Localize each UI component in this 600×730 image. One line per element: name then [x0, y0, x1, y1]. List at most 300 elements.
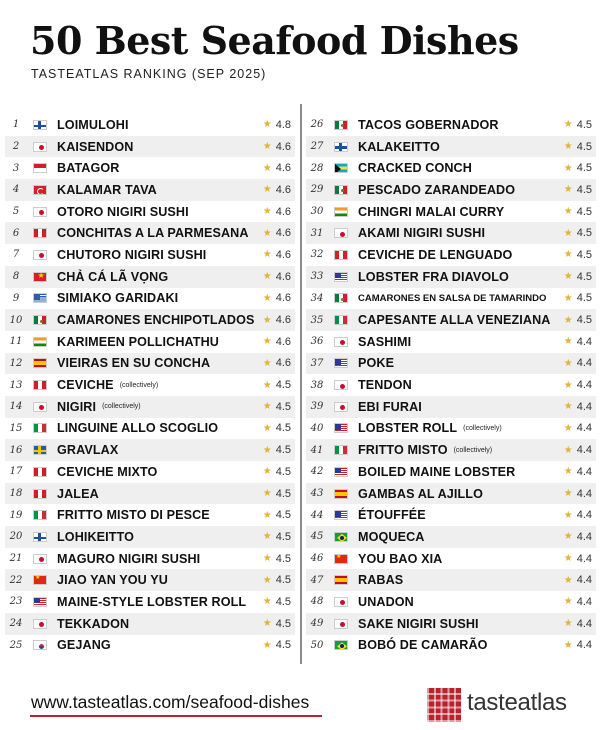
- list-item[interactable]: [5, 504, 295, 526]
- star-icon: ★: [563, 466, 573, 478]
- usa-flag-icon: [33, 597, 47, 607]
- rating: [564, 179, 592, 201]
- rating: [564, 439, 592, 461]
- japan-flag-icon: [334, 380, 348, 390]
- rating: [564, 591, 592, 613]
- indonesia-flag-icon: [33, 163, 47, 173]
- dish-name: TEKKADON: [57, 616, 130, 631]
- rating: [564, 309, 592, 331]
- dish-note: (collectively): [463, 424, 502, 432]
- japan-flag-icon: [33, 142, 47, 152]
- dish-name: FRITTO MISTO DI PESCE: [57, 508, 210, 523]
- rating: [564, 331, 592, 353]
- dish-name: CEVICHE: [57, 378, 114, 393]
- usa-flag-icon: [334, 510, 348, 520]
- list-item[interactable]: [5, 179, 295, 201]
- list-item[interactable]: [306, 569, 596, 591]
- rating-value: 4.4: [576, 617, 592, 630]
- dish-note: (collectively): [102, 403, 141, 411]
- china-flag-icon: [33, 575, 47, 585]
- list-item[interactable]: [5, 461, 295, 483]
- mexico-flag-icon: [334, 293, 348, 303]
- rank-number: 6: [12, 227, 20, 239]
- rating-value: 4.5: [275, 639, 291, 652]
- dish-name: KALAMAR TAVA: [57, 182, 157, 197]
- japan-flag-icon: [33, 207, 47, 217]
- rating: [564, 136, 592, 158]
- rating-value: 4.4: [576, 639, 592, 652]
- star-icon: ★: [262, 206, 272, 218]
- star-icon: ★: [563, 509, 573, 521]
- star-icon: ★: [563, 379, 573, 391]
- rating: [564, 526, 592, 548]
- rank-number: 14: [9, 401, 23, 413]
- rating: [263, 439, 291, 461]
- star-icon: ★: [563, 249, 573, 261]
- column-divider: [300, 104, 302, 664]
- dish-name: RABAS: [358, 573, 404, 588]
- rating: [564, 504, 592, 526]
- rank-number: 49: [310, 618, 324, 630]
- dish-name: CAMARONES ENCHIPOTLADOS: [57, 313, 255, 328]
- rating-value: 4.5: [275, 574, 291, 587]
- list-item[interactable]: [5, 244, 295, 266]
- rating-value: 4.4: [576, 400, 592, 413]
- rank-number: 30: [310, 206, 324, 218]
- rating: [263, 526, 291, 548]
- rating: [263, 418, 291, 440]
- rating: [263, 396, 291, 418]
- dish-name: AKAMI NIGIRI SUSHI: [358, 226, 486, 241]
- usa-flag-icon: [334, 272, 348, 282]
- star-icon: ★: [563, 227, 573, 239]
- list-item[interactable]: [306, 396, 596, 418]
- japan-flag-icon: [334, 597, 348, 607]
- rating-value: 4.5: [275, 465, 291, 478]
- china-flag-icon: [334, 554, 348, 564]
- star-icon: ★: [563, 422, 573, 434]
- rating-value: 4.6: [275, 292, 291, 305]
- rating: [263, 483, 291, 505]
- list-item[interactable]: [5, 288, 295, 310]
- dish-name: CAMARONES EN SALSA DE TAMARINDO: [358, 292, 547, 304]
- footer-url-link[interactable]: www.tasteatlas.com/seafood-dishes: [31, 692, 310, 712]
- usa-flag-icon: [334, 467, 348, 477]
- rating-value: 4.4: [576, 595, 592, 608]
- tasteatlas-logo-icon: [427, 688, 461, 722]
- rating: [263, 114, 291, 136]
- star-icon: ★: [563, 618, 573, 630]
- dish-name: CONCHITAS A LA PARMESANA: [57, 226, 249, 241]
- rating-value: 4.5: [576, 314, 592, 327]
- dish-name: VIEIRAS EN SU CONCHA: [57, 356, 211, 371]
- spain-flag-icon: [33, 358, 47, 368]
- star-icon: ★: [262, 466, 272, 478]
- rank-number: 46: [310, 553, 324, 565]
- rank-number: 13: [9, 379, 23, 391]
- list-item[interactable]: [5, 309, 295, 331]
- italy-flag-icon: [334, 445, 348, 455]
- rating: [263, 136, 291, 158]
- finland-flag-icon: [33, 120, 47, 130]
- list-item[interactable]: [306, 244, 596, 266]
- star-icon: ★: [563, 357, 573, 369]
- dish-name: OTORO NIGIRI SUSHI: [57, 204, 189, 219]
- rating-value: 4.5: [275, 487, 291, 500]
- rank-number: 15: [9, 422, 23, 434]
- list-item[interactable]: [306, 114, 596, 136]
- turkey-flag-icon: [33, 185, 47, 195]
- rating-value: 4.5: [576, 292, 592, 305]
- list-item[interactable]: [306, 483, 596, 505]
- rating: [564, 374, 592, 396]
- rating: [263, 309, 291, 331]
- list-item[interactable]: [306, 635, 596, 657]
- dish-name: LOBSTER FRA DIAVOLO: [358, 269, 509, 284]
- dish-name: CAPESANTE ALLA VENEZIANA: [358, 313, 551, 328]
- star-icon: ★: [262, 618, 272, 630]
- rating: [564, 396, 592, 418]
- rating-value: 4.5: [275, 617, 291, 630]
- rank-number: 27: [310, 141, 324, 153]
- dish-name: MOQUECA: [358, 529, 425, 544]
- star-icon: ★: [262, 379, 272, 391]
- rank-number: 3: [12, 162, 20, 174]
- japan-flag-icon: [334, 337, 348, 347]
- dish-note: (collectively): [119, 381, 159, 389]
- star-icon: ★: [563, 444, 573, 456]
- list-item[interactable]: [306, 179, 596, 201]
- star-icon: ★: [262, 531, 272, 543]
- india-flag-icon: [33, 337, 47, 347]
- list-item[interactable]: [5, 157, 295, 179]
- rating-value: 4.5: [576, 183, 592, 196]
- rank-number: 34: [310, 292, 324, 304]
- list-item[interactable]: [306, 613, 596, 635]
- dish-name: CRACKED CONCH: [358, 161, 472, 176]
- rank-number: 40: [310, 422, 324, 434]
- india-flag-icon: [334, 207, 348, 217]
- rank-number: 35: [310, 314, 324, 326]
- rating-value: 4.4: [576, 357, 592, 370]
- dish-name: BATAGOR: [57, 161, 120, 176]
- italy-flag-icon: [33, 510, 47, 520]
- dish-name: SASHIMI: [358, 334, 412, 349]
- rating: [263, 331, 291, 353]
- dish-name: LOIMULOHI: [57, 117, 129, 132]
- rating-value: 4.4: [576, 509, 592, 522]
- rating: [263, 353, 291, 375]
- rating: [564, 222, 592, 244]
- list-item[interactable]: [5, 331, 295, 353]
- star-icon: ★: [262, 227, 272, 239]
- sweden-flag-icon: [33, 445, 47, 455]
- rating: [263, 461, 291, 483]
- rating: [263, 266, 291, 288]
- star-icon: ★: [563, 488, 573, 500]
- dish-name: CEVICHE MIXTO: [57, 464, 158, 479]
- rank-number: 28: [310, 162, 324, 174]
- ranking-list-left: [5, 114, 295, 656]
- rating-value: 4.5: [576, 140, 592, 153]
- list-item[interactable]: [5, 136, 295, 158]
- rating-value: 4.6: [275, 335, 291, 348]
- rank-number: 41: [310, 444, 324, 456]
- star-icon: ★: [563, 292, 573, 304]
- rating-value: 4.6: [275, 357, 291, 370]
- star-icon: ★: [262, 314, 272, 326]
- list-item[interactable]: [306, 526, 596, 548]
- rank-number: 12: [9, 357, 23, 369]
- rating: [263, 569, 291, 591]
- spain-flag-icon: [334, 575, 348, 585]
- list-item[interactable]: [5, 591, 295, 613]
- star-icon: ★: [563, 162, 573, 174]
- star-icon: ★: [262, 574, 272, 586]
- rating-value: 4.4: [576, 530, 592, 543]
- list-item[interactable]: [5, 613, 295, 635]
- rating-value: 4.5: [275, 595, 291, 608]
- list-item[interactable]: [306, 331, 596, 353]
- list-item[interactable]: [306, 461, 596, 483]
- dish-name: TENDON: [358, 378, 412, 393]
- dish-name: MAINE-STYLE LOBSTER ROLL: [57, 594, 247, 609]
- usa-flag-icon: [334, 423, 348, 433]
- rating: [263, 591, 291, 613]
- rating: [263, 244, 291, 266]
- dish-name: BOILED MAINE LOBSTER: [358, 464, 516, 479]
- rating-value: 4.5: [576, 162, 592, 175]
- dish-name: KALAKEITTO: [358, 139, 440, 154]
- rank-number: 47: [310, 574, 324, 586]
- star-icon: ★: [262, 249, 272, 261]
- rank-number: 50: [310, 639, 324, 651]
- star-icon: ★: [262, 292, 272, 304]
- list-item[interactable]: [5, 418, 295, 440]
- dish-name: KAISENDON: [57, 139, 134, 154]
- rank-number: 31: [310, 227, 324, 239]
- rating: [263, 504, 291, 526]
- brazil-flag-icon: [334, 532, 348, 542]
- star-icon: ★: [563, 271, 573, 283]
- rating-value: 4.5: [576, 227, 592, 240]
- rank-number: 33: [310, 271, 324, 283]
- rating-value: 4.6: [275, 140, 291, 153]
- page-title: 50 Best Seafood Dishes: [30, 18, 519, 63]
- rank-number: 37: [310, 357, 324, 369]
- rating-value: 4.5: [275, 400, 291, 413]
- rank-number: 24: [9, 618, 23, 630]
- dish-name: SAKE NIGIRI SUSHI: [358, 616, 479, 631]
- star-icon: ★: [262, 639, 272, 651]
- rating-value: 4.5: [275, 444, 291, 457]
- list-item[interactable]: [306, 266, 596, 288]
- usa-flag-icon: [334, 358, 348, 368]
- dish-name: YOU BAO XIA: [358, 551, 443, 566]
- japan-flag-icon: [33, 250, 47, 260]
- dish-note: (collectively): [453, 446, 493, 454]
- star-icon: ★: [262, 336, 272, 348]
- list-item[interactable]: [306, 353, 596, 375]
- rank-number: 10: [9, 314, 23, 326]
- rating: [263, 288, 291, 310]
- brand-name: tasteatlas: [467, 689, 567, 716]
- dish-name: TACOS GOBERNADOR: [358, 117, 499, 132]
- spain-flag-icon: [334, 489, 348, 499]
- dish-name: GEJANG: [57, 638, 111, 653]
- peru-flag-icon: [33, 467, 47, 477]
- rating: [564, 548, 592, 570]
- list-item[interactable]: [306, 309, 596, 331]
- rating-value: 4.4: [576, 444, 592, 457]
- list-item[interactable]: [306, 591, 596, 613]
- rating-value: 4.4: [576, 487, 592, 500]
- list-item[interactable]: [306, 374, 596, 396]
- list-item[interactable]: [5, 526, 295, 548]
- list-item[interactable]: [306, 548, 596, 570]
- list-item[interactable]: [306, 136, 596, 158]
- list-item[interactable]: [306, 288, 596, 310]
- dish-name: MAGURO NIGIRI SUSHI: [57, 551, 201, 566]
- dish-name: GRAVLAX: [57, 443, 119, 458]
- star-icon: ★: [563, 119, 573, 131]
- rating-value: 4.5: [576, 270, 592, 283]
- rating-value: 4.5: [275, 379, 291, 392]
- star-icon: ★: [563, 596, 573, 608]
- list-item[interactable]: [5, 201, 295, 223]
- list-item[interactable]: [5, 635, 295, 657]
- rating: [564, 483, 592, 505]
- list-item[interactable]: [5, 374, 295, 396]
- dish-name: BOBÓ DE CAMARÃO: [358, 638, 488, 653]
- rank-number: 45: [310, 531, 324, 543]
- list-item[interactable]: [306, 418, 596, 440]
- rank-number: 43: [310, 488, 324, 500]
- rating: [263, 613, 291, 635]
- rank-number: 2: [12, 141, 20, 153]
- footer-underline: [30, 715, 322, 717]
- rank-number: 8: [12, 271, 20, 283]
- finland-flag-icon: [33, 532, 47, 542]
- rating-value: 4.4: [576, 379, 592, 392]
- rating: [564, 461, 592, 483]
- rank-number: 9: [12, 292, 20, 304]
- star-icon: ★: [262, 444, 272, 456]
- rating-value: 4.6: [275, 270, 291, 283]
- dish-name: ÉTOUFFÉE: [358, 508, 426, 523]
- dish-name: JIAO YAN YOU YU: [57, 573, 168, 588]
- rating: [564, 569, 592, 591]
- japan-flag-icon: [334, 402, 348, 412]
- list-item[interactable]: [5, 439, 295, 461]
- star-icon: ★: [262, 488, 272, 500]
- rating-value: 4.6: [275, 162, 291, 175]
- rating: [263, 222, 291, 244]
- list-item[interactable]: [5, 548, 295, 570]
- rank-number: 48: [310, 596, 324, 608]
- rating: [564, 353, 592, 375]
- list-item[interactable]: [306, 222, 596, 244]
- star-icon: ★: [262, 162, 272, 174]
- star-icon: ★: [262, 422, 272, 434]
- star-icon: ★: [563, 206, 573, 218]
- rank-number: 16: [9, 444, 23, 456]
- rank-number: 11: [9, 336, 23, 348]
- rating-value: 4.6: [275, 205, 291, 218]
- mexico-flag-icon: [334, 185, 348, 195]
- star-icon: ★: [262, 596, 272, 608]
- list-item[interactable]: [5, 353, 295, 375]
- star-icon: ★: [262, 184, 272, 196]
- dish-name: SIMIAKO GARIDAKI: [57, 291, 179, 306]
- rank-number: 20: [9, 531, 23, 543]
- list-item[interactable]: [306, 201, 596, 223]
- dish-name: CEVICHE DE LENGUADO: [358, 247, 513, 262]
- list-item[interactable]: [306, 439, 596, 461]
- rank-number: 42: [310, 466, 324, 478]
- star-icon: ★: [262, 141, 272, 153]
- rating: [263, 179, 291, 201]
- list-item[interactable]: [306, 504, 596, 526]
- rating: [263, 157, 291, 179]
- star-icon: ★: [563, 141, 573, 153]
- list-item[interactable]: [306, 157, 596, 179]
- list-item[interactable]: [5, 483, 295, 505]
- finland-flag-icon: [334, 142, 348, 152]
- rank-number: 4: [12, 184, 20, 196]
- rank-number: 38: [310, 379, 324, 391]
- rating: [564, 288, 592, 310]
- star-icon: ★: [563, 336, 573, 348]
- rating: [263, 201, 291, 223]
- peru-flag-icon: [33, 489, 47, 499]
- star-icon: ★: [262, 509, 272, 521]
- mexico-flag-icon: [334, 120, 348, 130]
- peru-flag-icon: [334, 250, 348, 260]
- rating: [564, 244, 592, 266]
- rank-number: 22: [9, 574, 23, 586]
- rating-value: 4.4: [576, 574, 592, 587]
- dish-name: UNADON: [358, 594, 414, 609]
- star-icon: ★: [563, 314, 573, 326]
- rating-value: 4.8: [275, 118, 291, 131]
- rank-number: 25: [9, 639, 23, 651]
- japan-flag-icon: [33, 554, 47, 564]
- dish-name: CHUTORO NIGIRI SUSHI: [57, 247, 207, 262]
- star-icon: ★: [563, 553, 573, 565]
- vietnam-flag-icon: [33, 272, 47, 282]
- list-item[interactable]: [5, 222, 295, 244]
- dish-name: LOBSTER ROLL: [358, 421, 458, 436]
- rank-number: 44: [310, 509, 324, 521]
- list-item[interactable]: [5, 569, 295, 591]
- dish-name: LINGUINE ALLO SCOGLIO: [57, 421, 219, 436]
- rating: [564, 418, 592, 440]
- rating-value: 4.4: [576, 422, 592, 435]
- star-icon: ★: [262, 553, 272, 565]
- italy-flag-icon: [334, 315, 348, 325]
- dish-name: CHINGRI MALAI CURRY: [358, 204, 505, 219]
- japan-flag-icon: [33, 619, 47, 629]
- dish-name: EBI FURAI: [358, 399, 422, 414]
- rating-value: 4.5: [275, 530, 291, 543]
- rank-number: 19: [9, 509, 23, 521]
- list-item[interactable]: [5, 396, 295, 418]
- list-item[interactable]: [5, 266, 295, 288]
- peru-flag-icon: [33, 228, 47, 238]
- rank-number: 29: [310, 184, 324, 196]
- list-item[interactable]: [5, 114, 295, 136]
